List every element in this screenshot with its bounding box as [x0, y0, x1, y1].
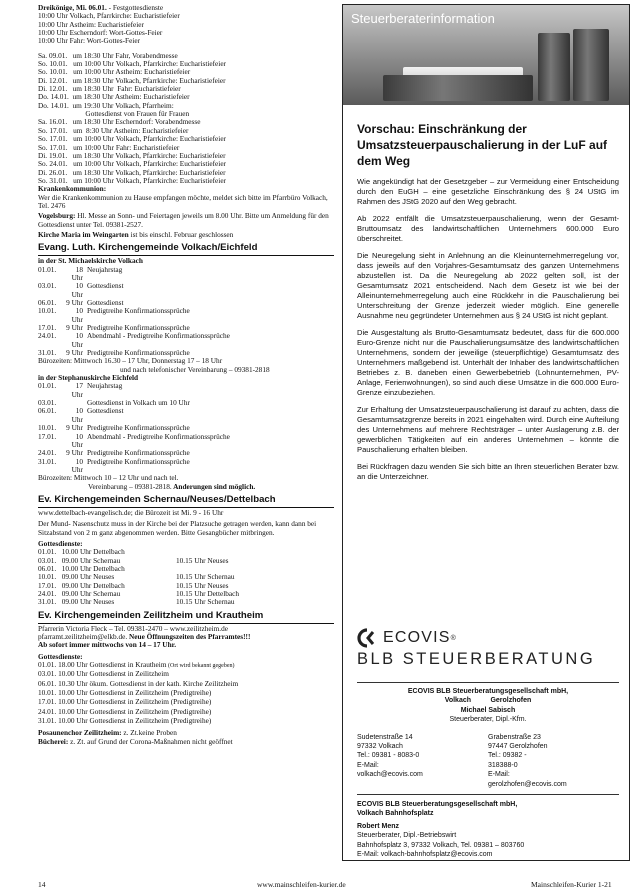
schedule-line: Di. 19.01. um 18:30 Uhr Volkach, Pfarrkirche: Eucharistiefeier — [38, 150, 226, 160]
service-date: 01.01. — [38, 264, 57, 274]
stephanuskirche-title: in der Stephanuskirche Eichfeld — [38, 373, 139, 383]
service-time: 9 Uhr — [66, 323, 83, 333]
firm2-location: Volkach Bahnhofsplatz — [357, 810, 434, 818]
dreikoenige-heading: Dreikönige, Mi. 06.01. - Festgottesdienste — [38, 3, 164, 12]
schedule-line: Do. 14.01. um 18:30 Uhr Astheim: Eucharistiefeier — [38, 92, 190, 102]
service-text: Gottesdienst — [87, 406, 124, 416]
service-row — [38, 307, 334, 324]
service-a: 10.01. 09.00 Uhr Neuses — [38, 572, 115, 582]
schedule-line: Gottesdienst von Frauen für Frauen — [38, 109, 190, 119]
service-time: 9 Uhr — [66, 298, 83, 307]
service-text: Abendmahl - Predigtreihe Konfirmationssprüche — [87, 331, 230, 341]
mass-schedule — [38, 52, 334, 186]
zeilitzheim-list — [38, 661, 334, 726]
service-a: 24.01. 09.00 Uhr Schernau — [38, 589, 121, 598]
article-headline: Vorschau: Einschränkung der Umsatzsteuerpauschalierung in der LuF auf dem Weg — [357, 122, 608, 168]
banner-title: Steuerberaterinformation — [351, 11, 495, 26]
firm2-role: Steuerberater, Dipl.-Betriebswirt — [357, 832, 457, 840]
article-paragraph: Die Neuregelung sieht in Anlehnung an die Kleinunternehmerregelung vor, dass jeweils auf den Vorjahres-Gesamtumsatz des ganzen Unternehmens abzustellen ist. Da die Neuregelung ab 2022 gelten soll, ist der Gesamtumsatz 2021 entscheidend. Nach dem Gesetz ist wie bei der Alleinunternehmerregelung auch eine Rückkehr in die Pauschalierung bei Unterschreitung der Grenze jederzeit wieder möglich. Eine generelle Ausnahme neu gegründeter Unternehmen aus § 24 UStG ist nicht geplant. — [357, 250, 619, 321]
article-paragraph: Wie angekündigt hat der Gesetzgeber – zur Vermeidung einer Entscheidung durch den EuGH – eine gesetzliche Einschränkung des § 24 UStG im Rahmen des JStG 2020 auf den Weg gebracht. — [357, 177, 619, 207]
service-time: 10 Uhr — [71, 406, 83, 424]
service-date: 03.01. — [38, 398, 57, 408]
schernau-heading: Ev. Kirchengemeinden Schernau/Neuses/Dettelbach — [38, 493, 276, 505]
service-text: Neujahrstag — [87, 264, 123, 274]
service-date: 17.01. — [38, 431, 57, 441]
service-row — [38, 282, 334, 299]
address-gerolzhofen: Grabenstraße 23 97447 Gerolzhofen Tel.: 09382 - 318388-0 E-Mail: gerolzhofen@ecovis.com — [488, 733, 567, 788]
service-date: 24.01. — [38, 448, 57, 458]
service-text: Predigtreihe Konfirmationssprüche — [87, 448, 190, 458]
tax-advisor-box — [342, 4, 630, 861]
service-date: 10.01. — [38, 306, 57, 316]
service-text: Predigtreihe Konfirmationssprüche — [87, 456, 190, 466]
service-note: (Ort wird bekannt gegeben) — [166, 663, 235, 670]
email-gerolzhofen[interactable]: E-Mail: gerolzhofen@ecovis.com — [488, 771, 567, 788]
firm1-name: ECOVIS BLB Steuerberatungsgesellschaft mbH, — [407, 688, 569, 695]
service-b: 10.15 Uhr Schernau — [176, 572, 235, 582]
ecovis-mark-icon — [357, 628, 379, 648]
michaelskirche-title: in der St. Michaelskirche Volkach — [38, 256, 143, 266]
service-text: Predigtreihe Konfirmationssprüche — [87, 306, 190, 316]
email-bahnhofsplatz[interactable]: E-Mail: volkach-bahnhofsplatz@ecovis.com — [357, 851, 493, 859]
schedule-line: Di. 26.01. um 18:30 Uhr Volkach, Pfarrkirche: Eucharistiefeier — [38, 167, 226, 177]
schedule-line: Di. 12.01. um 18:30 Uhr Volkach, Pfarrkirche: Eucharistiefeier — [38, 75, 226, 85]
zeilitzheim-heading: Ev. Kirchengemeinden Zeilitzheim und Krautheim — [38, 609, 264, 621]
service-row — [38, 382, 334, 399]
schernau-web: www.dettelbach-evangelisch.de; die Bürozeit ist Mi. 9 - 16 Uhr — [38, 507, 224, 517]
krankenkommunion-title: Krankenkommunion: — [38, 184, 107, 194]
service-date: 10.01. — [38, 423, 57, 433]
service-row — [38, 717, 334, 726]
michaelskirche-list — [38, 266, 334, 358]
posaunenchor-note: Posaunenchor Zeilitzheim: z. Zt.keine Proben — [38, 728, 177, 738]
article-paragraph: Ab 2022 entfällt die Umsatzsteuerpauschalierung, wenn der Gesamt-Bruttoumsatz des landwirtschaftlichen Unternehmers 600.000 Euro überschreitet. — [357, 213, 619, 243]
service-a: 01.01. 10.00 Uhr Dettelbach — [38, 547, 125, 557]
article-paragraph: Zur Erhaltung der Umsatzsteuerpauschalierung ist darauf zu achten, dass die Gesamtumsatzgrenze bereits in 2021 eingehalten wird. Durch eine Aufteilung des Unternehmens auf mehrere Rechtsträger – unter Auslagerung z.B. der gewerblichen Tätigkeiten auf ein anderes Unternehmen – könnte die Pauschalierung erhalten bleiben. — [357, 404, 619, 455]
schedule-line: So. 10.01. um 10:00 Uhr Astheim: Eucharistiefeier — [38, 67, 191, 77]
schedule-line: Sa. 09.01. um 18:30 Uhr Fahr, Vorabendmesse — [38, 50, 178, 60]
service-a: 24.01. 10.00 Uhr Gottesdienst in Zeilitzheim (Predigtreihe) — [38, 706, 212, 716]
zeilitzheim-l2: pfarramt.zeilitzheim@elkb.de. Neue Öffnungszeiten des Pfarramtes!!! — [38, 632, 251, 642]
schernau-text: Der Mund- Nasenschutz muss in der Kirche bei der Platzsuche getragen werden, kann dann bei Sitzabstand von 2 m ganz abgenommen werden. Bitte Gesangbücher mitbringen. — [38, 519, 317, 537]
service-text: Predigtreihe Konfirmationssprüche — [87, 348, 190, 358]
schedule-line: So. 17.01. um 10:00 Uhr Volkach, Pfarrkirche: Eucharistiefeier — [38, 134, 226, 144]
service-time — [63, 399, 87, 407]
service-date: 01.01. — [38, 381, 57, 391]
service-time: 18 Uhr — [71, 264, 83, 282]
page-number: 14 — [38, 880, 46, 889]
footer-url[interactable]: www.mainschleifen-kurier.de — [257, 880, 346, 889]
schedule-line: So. 10.01. um 10:00 Uhr Volkach, Pfarrkirche: Eucharistiefeier — [38, 59, 226, 69]
service-a: 01.01. 18.00 Uhr Gottesdienst in Krautheim — [38, 660, 167, 670]
michaelskirche-buero: Bürozeiten: Mittwoch 16.30 – 17 Uhr, Donnerstag 17 – 18 Uhr — [38, 356, 223, 366]
service-time: 10 Uhr — [71, 456, 83, 474]
ecovis-logo — [357, 628, 617, 669]
stephanuskirche-list — [38, 382, 334, 474]
service-row — [38, 598, 334, 606]
service-a: 03.01. 10.00 Uhr Gottesdienst in Zeilitzheim — [38, 669, 169, 679]
service-b: 10.15 Uhr Neuses — [176, 580, 229, 590]
zeilitzheim-gd-title: Gottesdienste: — [38, 651, 83, 661]
service-row — [38, 407, 334, 424]
service-a: 10.01. 10.00 Uhr Gottesdienst in Zeilitzheim (Predigtreihe) — [38, 688, 212, 698]
dreikoenige-line: 10:00 Uhr Fahr: Wort-Gottes-Feier — [38, 36, 141, 46]
zeilitzheim-l3: Ab sofort immer mittwochs von 14 – 17 Uhr. — [38, 640, 177, 650]
service-row — [38, 458, 334, 475]
service-text: Neujahrstag — [87, 381, 123, 391]
firm2-person: Robert Menz — [357, 822, 399, 830]
left-column — [38, 4, 334, 746]
service-time: 10 Uhr — [71, 281, 83, 299]
dreikoenige-line: 10:00 Uhr Escherndorf: Wort-Gottes-Feier — [38, 28, 163, 38]
stephanuskirche-buero: Bürozeiten: Mittwoch 10 – 12 Uhr und nach tel. — [38, 473, 179, 483]
schedule-line: So. 17.01. um 8:30 Uhr Astheim: Eucharistiefeier — [38, 125, 189, 135]
email-volkach[interactable]: E-Mail: volkach@ecovis.com — [357, 761, 423, 779]
michaelskirche-buero2: und nach telefonischer Vereinbarung – 09381-2818 — [120, 364, 270, 374]
service-row — [38, 266, 334, 283]
contact-block — [357, 682, 619, 860]
firm1-person: Michael Sabisch — [460, 706, 516, 714]
schernau-gd-title: Gottesdienste: — [38, 538, 83, 548]
service-date: 03.01. — [38, 281, 57, 291]
service-row — [38, 433, 334, 450]
firm1-role: Steuerberater, Dipl.-Kfm. — [449, 716, 527, 724]
service-a: 03.01. 09.00 Uhr Schernau — [38, 555, 121, 565]
kirche-note: Kirche Maria im Weingarten ist bis einschl. Februar geschlossen — [38, 229, 234, 239]
service-b: 10.15 Uhr Neuses — [176, 555, 229, 565]
service-a: 06.01. 10.30 Uhr ökum. Gottesdienst in der kath. Kirche Zeilitzheim — [38, 678, 239, 688]
service-a: 17.01. 10.00 Uhr Gottesdienst in Zeilitzheim (Predigtreihe) — [38, 697, 212, 707]
article — [357, 121, 619, 489]
service-b: 10.15 Uhr Schernau — [176, 597, 235, 607]
krankenkommunion-text: Wer die Krankenkommunion zu Hause empfangen möchte, meldet sich bitte im Pfarrbüro Volkach, Tel. 2476 — [38, 192, 328, 210]
service-b: 10.15 Uhr Dettelbach — [176, 589, 240, 598]
service-time: 10 Uhr — [71, 331, 83, 349]
article-paragraph: Die Ausgestaltung als Brutto-Gesamtumsatz bedeutet, dass für die 600.000 Euro-Grenze nicht nur die Pauschalierungsumsätze des landwirtschaftlichen Unternehmens, sondern der jeweilige (steuerpflichtige) Gesamtumsatz des Unternehmers maßgebend ist. Unterhält der Inhaber des landwirtschaftlichen Betriebes z. B. daneben einen Gewerbebetrieb (Lohnunternehmen, PV-Anlage, Ferienwohnungen), so sind auch diese Umsätze in die 600.000 Euro-Grenze einzubeziehen. — [357, 327, 619, 398]
service-date: 06.01. — [38, 406, 57, 416]
schedule-line: So. 31.01. um 10:00 Uhr Volkach, Pfarrkirche: Eucharistiefeier — [38, 175, 226, 185]
service-date: 31.01. — [38, 456, 57, 466]
service-row — [38, 332, 334, 349]
schedule-line: So. 17.01. um 10:00 Uhr Fahr: Eucharistiefeier — [38, 142, 180, 152]
blb-name: BLB STEUERBERATUNG — [357, 650, 596, 668]
address-volkach: Sudetenstraße 14 97332 Volkach Tel.: 09381 - 8083-0 E-Mail: volkach@ecovis.com — [357, 733, 423, 779]
service-text: Predigtreihe Konfirmationssprüche — [87, 423, 190, 433]
service-date: 31.01. — [38, 348, 57, 358]
service-time: 9 Uhr — [66, 348, 83, 358]
service-time: 9 Uhr — [66, 448, 83, 458]
firm2-name: ECOVIS BLB Steuerberatungsgesellschaft mbH, — [357, 801, 518, 809]
service-text: Gottesdienst in Volkach um 10 Uhr — [87, 398, 190, 408]
service-date: 24.01. — [38, 331, 57, 341]
zeilitzheim-l1: Pfarrerin Victoria Fleck – Tel. 09381-2470 – www.zeilitzheim.de — [38, 623, 229, 633]
service-a: 31.01. 09.00 Uhr Neuses — [38, 597, 115, 607]
service-text: Gottesdienst — [87, 281, 124, 291]
schedule-line: Do. 14.01. um 19:30 Uhr Volkach, Pfarrheim: — [38, 100, 174, 110]
service-a: 31.01. 10.00 Uhr Gottesdienst in Zeilitzheim (Predigtreihe) — [38, 716, 212, 726]
service-a: 17.01. 09.00 Uhr Dettelbach — [38, 580, 125, 590]
schernau-list — [38, 548, 334, 606]
service-text: Abendmahl - Predigtreihe Konfirmationssprüche — [87, 431, 230, 441]
footer-issue: Mainschleifen-Kurier 1-21 — [531, 880, 612, 889]
evang-heading: Evang. Luth. Kirchengemeinde Volkach/Eichfeld — [38, 242, 258, 254]
firm1-locations: Volkach Gerolzhofen — [444, 697, 532, 705]
dreikoenige-line: 10:00 Uhr Volkach, Pfarrkirche: Eucharistiefeier — [38, 11, 180, 21]
buecherei-note: Bücherei: z. Zt. auf Grund der Corona-Maßnahmen nicht geöffnet — [38, 736, 233, 746]
service-time: 10 Uhr — [71, 431, 83, 449]
stephanuskirche-buero2: Vereinbarung – 09381-2818. Anderungen sind möglich. — [88, 481, 256, 491]
service-time: 9 Uhr — [66, 423, 83, 433]
service-time: 17 Uhr — [71, 381, 83, 399]
dreikoenige-line: 10:00 Uhr Astheim: Eucharistiefeier — [38, 19, 144, 29]
service-a: 06.01. 10.00 Uhr Dettelbach — [38, 563, 125, 573]
ecovis-reg: ® — [450, 634, 456, 642]
schedule-line: So. 24.01. um 10:00 Uhr Volkach, Pfarrkirche: Eucharistiefeier — [38, 159, 226, 169]
article-paragraph: Bei Rückfragen dazu wenden Sie sich bitte an Ihren steuerlichen Berater bzw. an die Unterzeichner. — [357, 461, 619, 481]
service-date: 06.01. — [38, 298, 57, 307]
schedule-line: Di. 12.01. um 18:30 Uhr Fahr: Eucharistiefeier — [38, 84, 181, 94]
service-text: Predigtreihe Konfirmationssprüche — [87, 323, 190, 333]
schedule-line: Sa. 16.01. um 18:30 Uhr Escherndorf: Vorabendmesse — [38, 117, 201, 127]
firm2-address: Bahnhofsplatz 3, 97332 Volkach, Tel. 09381 – 803760 — [357, 841, 525, 849]
banner-photo — [343, 5, 629, 105]
service-text: Gottesdienst — [87, 298, 124, 307]
service-date: 17.01. — [38, 323, 57, 333]
vogelsburg-note: Vogelsburg: Hl. Messe an Sonn- und Feiertagen jeweils um 8.00 Uhr. Bitte um Anmeldung für den Gottesdienst unter Tel. 09381-2527. — [38, 211, 329, 229]
ecovis-name: ECOVIS — [383, 629, 451, 646]
service-time: 10 Uhr — [71, 306, 83, 324]
